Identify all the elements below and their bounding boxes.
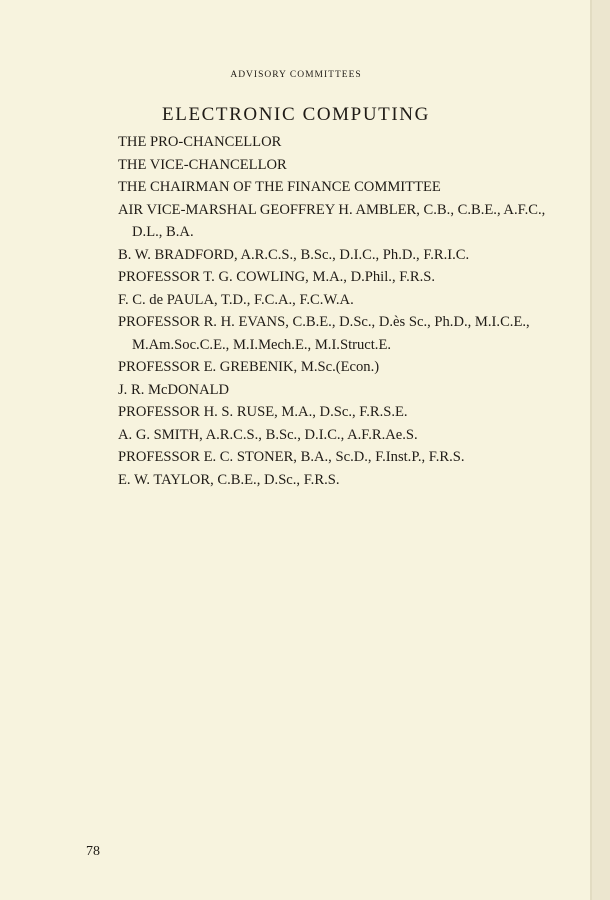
member-entry: J. R. McDONALD <box>118 381 230 398</box>
member-entry: B. W. BRADFORD, A.R.C.S., B.Sc., D.I.C., Ph.D., F.R.I.C. <box>118 246 470 263</box>
member-entry: E. W. TAYLOR, C.B.E., D.Sc., F.R.S. <box>118 471 340 488</box>
member-entry: THE VICE-CHANCELLOR <box>118 156 287 173</box>
member-entry: F. C. de PAULA, T.D., F.C.A., F.C.W.A. <box>118 291 354 308</box>
member-entry: AIR VICE-MARSHAL GEOFFREY H. AMBLER, C.B., C.B.E., A.F.C., D.L., B.A. <box>118 201 546 240</box>
member-entry: A. G. SMITH, A.R.C.S., B.Sc., D.I.C., A.F.R.Ae.S. <box>118 426 418 443</box>
running-header: ADVISORY COMMITTEES <box>230 70 362 80</box>
page-number: 78 <box>86 844 100 859</box>
member-entry: PROFESSOR E. C. STONER, B.A., Sc.D., F.Inst.P., F.R.S. <box>118 449 465 465</box>
member-entry: THE CHAIRMAN OF THE FINANCE COMMITTEE <box>118 179 441 195</box>
member-entry: PROFESSOR H. S. RUSE, M.A., D.Sc., F.R.S.E. <box>118 404 408 420</box>
member-entry: PROFESSOR E. GREBENIK, M.Sc.(Econ.) <box>118 359 380 375</box>
member-entry: PROFESSOR T. G. COWLING, M.A., D.Phil., F.R.S. <box>118 269 435 285</box>
member-entry: THE PRO-CHANCELLOR <box>118 134 282 150</box>
section-title: ELECTRONIC COMPUTING <box>162 104 430 125</box>
member-list <box>118 131 578 491</box>
member-entry: PROFESSOR R. H. EVANS, C.B.E., D.Sc., D.ès Sc., Ph.D., M.I.C.E., M.Am.Soc.C.E., M.I.Mech.E., M.I.Struct.E. <box>118 314 530 353</box>
page-edge <box>592 0 610 900</box>
